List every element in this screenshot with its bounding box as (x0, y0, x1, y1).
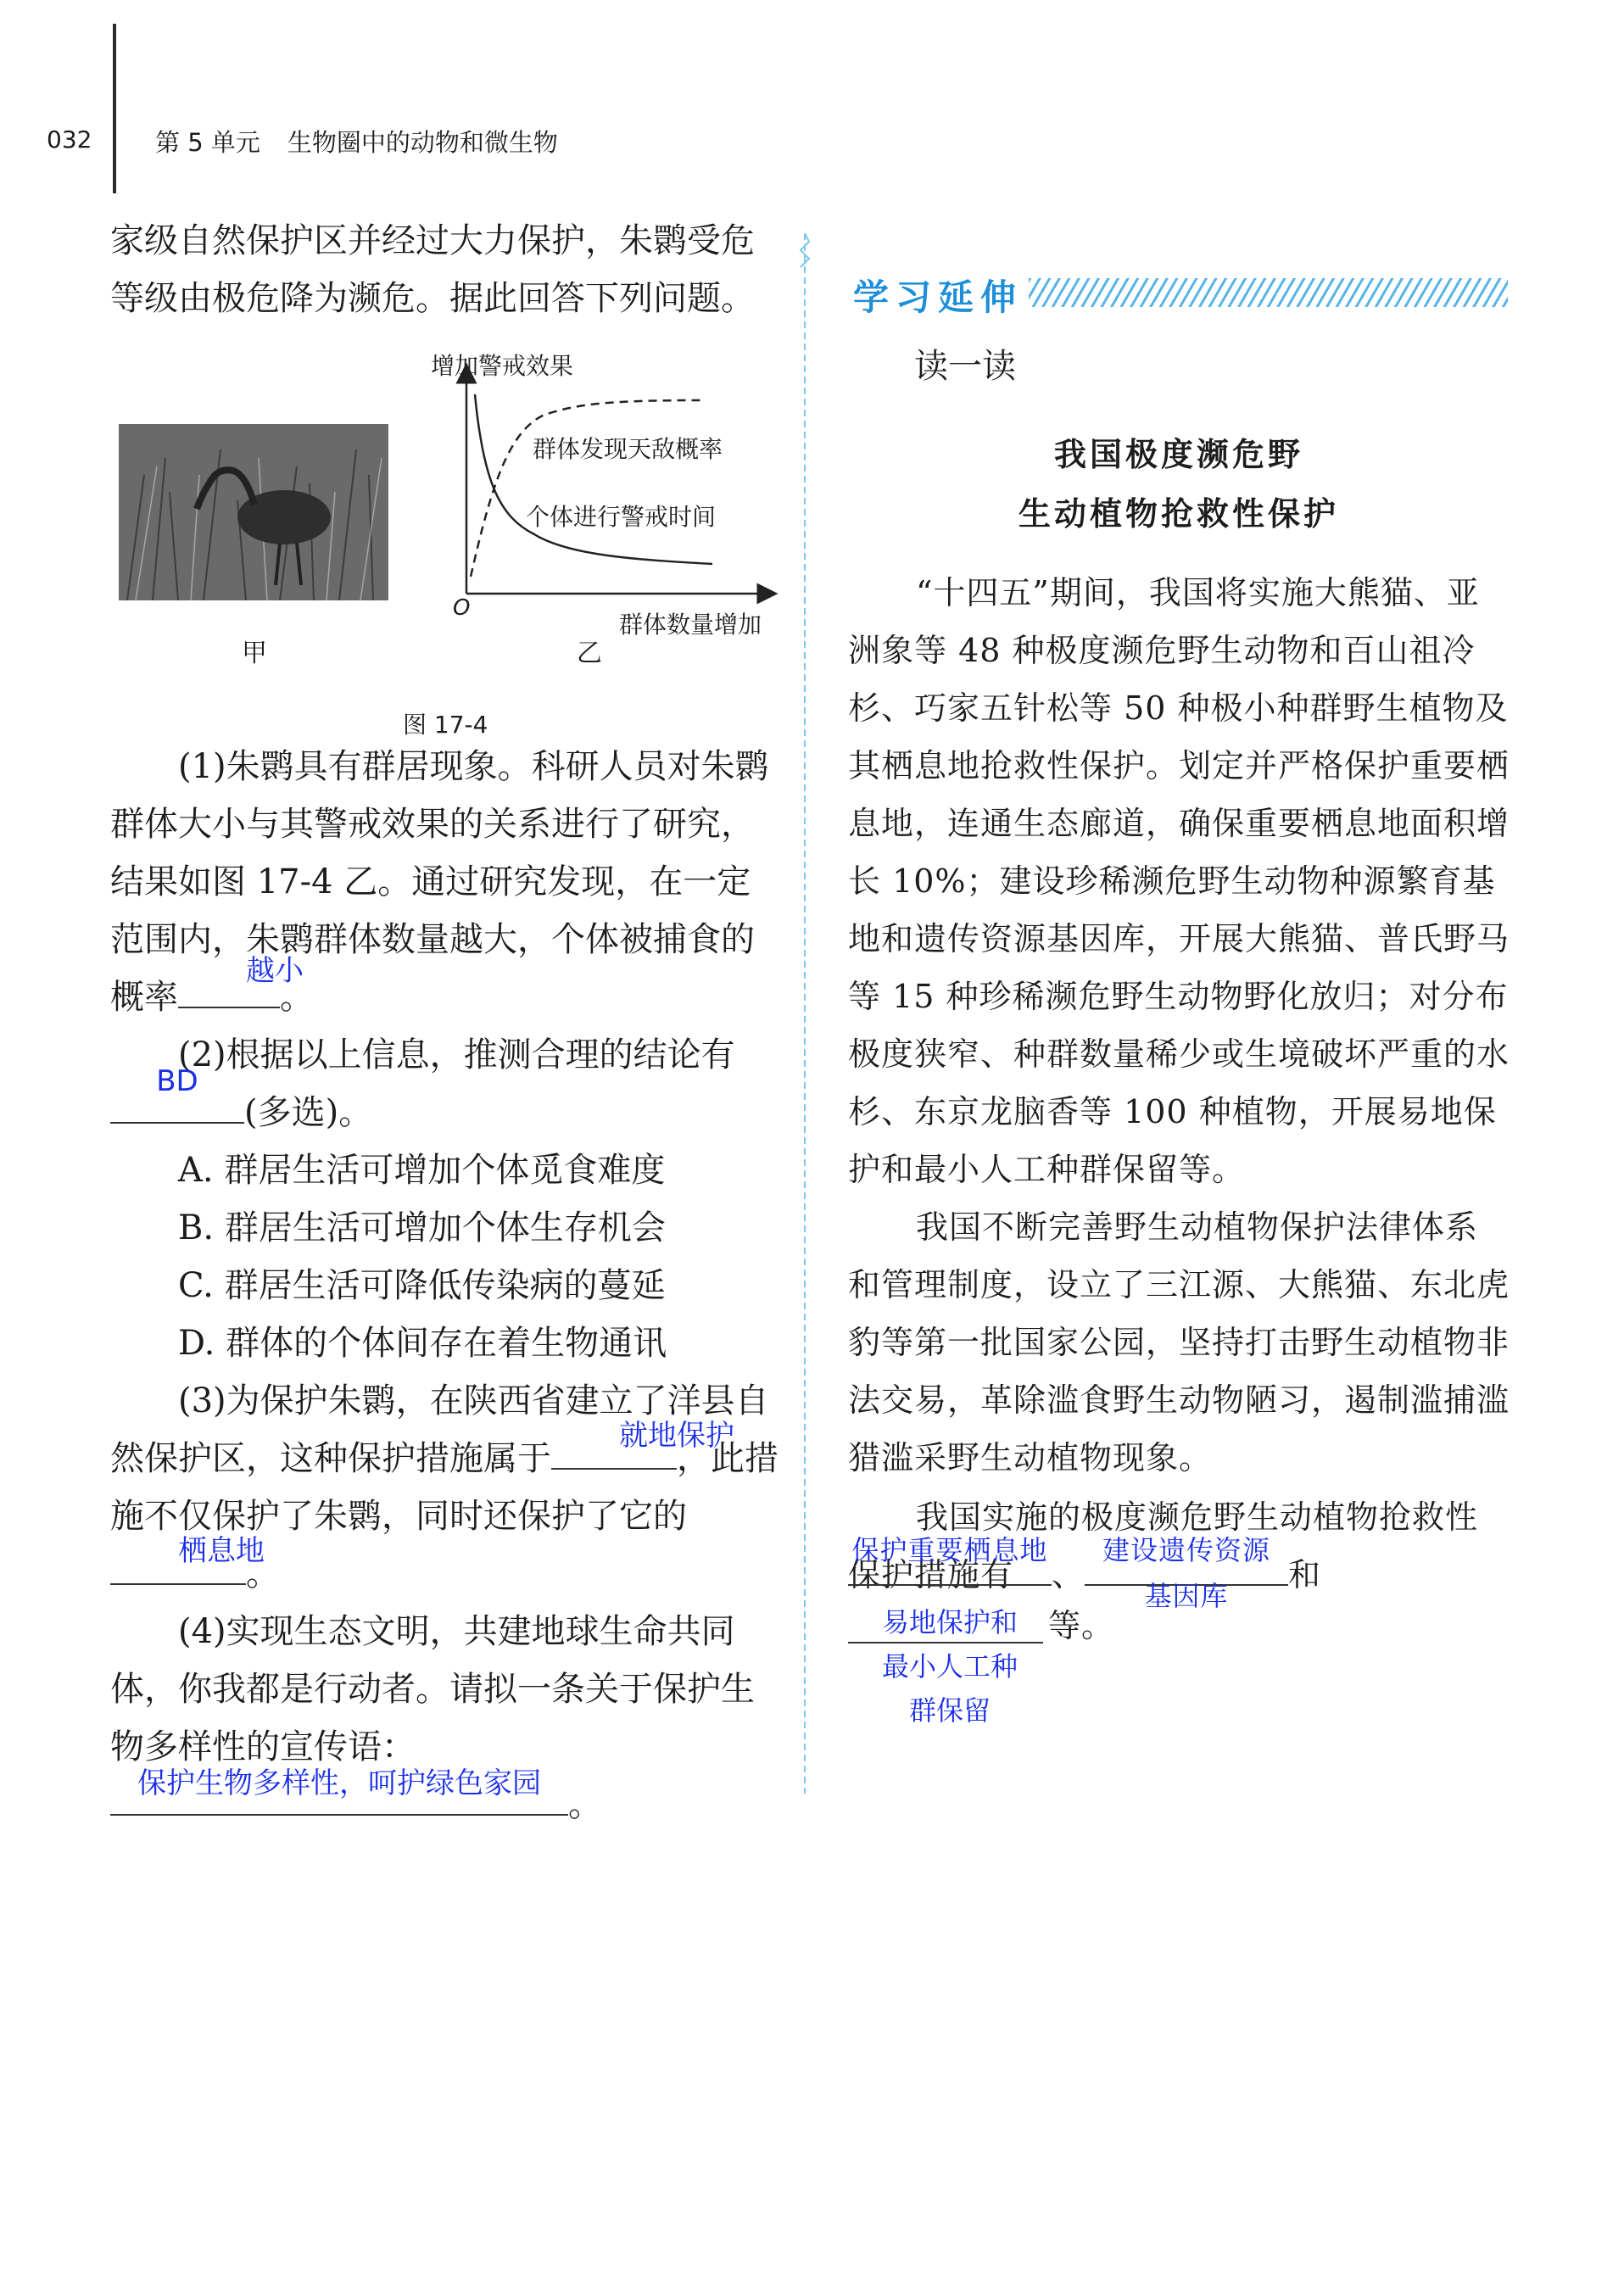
unit-title: 生物圈中的动物和微生物 (287, 128, 558, 157)
unit-label: 第 5 单元 (155, 128, 260, 157)
q3-blank-1 (551, 1419, 734, 1470)
option-c: C. 群居生活可降低传染病的蔓延 (178, 1266, 666, 1305)
article-question-answers: 保护重要栖息地 、 建设遗传资源 基因库 和 (848, 1546, 1518, 1604)
page-number: 032 (47, 126, 92, 153)
ibis-photo-graphic (119, 424, 388, 600)
question-4: (4)实现生态文明，共建地球生命共同体，你我都是行动者。请拟一条关于保护生物多样性的宣传语： (110, 1612, 755, 1766)
answer-2-line2: 基因库 (1144, 1580, 1229, 1612)
article-title-line2: 生动植物抢救性保护 (1018, 495, 1339, 533)
article-question-text: 我国实施的极度濒危野生动植物抢救性保护措施有 (848, 1498, 1479, 1593)
q4-blank (110, 1766, 568, 1816)
curve2-label: 个体进行警戒时间 (526, 503, 717, 531)
question-2-answer-line: BD (多选)。 (110, 1084, 780, 1141)
answer-2-line1: 建设遗传资源 (1102, 1534, 1271, 1566)
header-divider (113, 24, 116, 193)
column-divider (799, 233, 811, 1794)
answer-3-line1: 易地保护和 (881, 1606, 1018, 1638)
answer-1-blank (848, 1534, 1052, 1586)
q2-answer: BD (156, 1064, 198, 1098)
intro-paragraph: 家级自然保护区并经过大力保护，朱鹮受危等级由极危降为濒危。据此回答下列问题。 (110, 221, 755, 318)
curve-detection-probability (471, 400, 704, 577)
answer-3-underline (848, 1642, 1043, 1643)
q3-blank-2 (110, 1534, 265, 1585)
unit-header (155, 124, 558, 159)
answer-3-block (848, 1601, 1052, 1754)
q1-answer: 越小 (246, 954, 304, 988)
figure-caption: 图 17-4 (403, 711, 488, 739)
question-4-answer-line: 保护生物多样性，呵护绿色家园 。 (110, 1776, 780, 1833)
x-axis-label: 群体数量增加 (619, 611, 762, 639)
q3-answer-1: 就地保护 (619, 1419, 734, 1453)
y-axis-label: 增加警戒效果 (431, 352, 574, 380)
section-title: 学习延伸 (853, 276, 1024, 318)
answer-3-line3: 群保留 (908, 1694, 991, 1727)
question-1: (1)朱鹮具有群居现象。科研人员对朱鹮群体大小与其警戒效果的关系进行了研究，结果如图 17-4 乙。通过研究发现，在一定范围内，朱鹮群体数量越大，个体被捕食的概率 越小 。 (110, 747, 769, 1017)
chart-label: 乙 (577, 639, 602, 668)
q2-blank (110, 1064, 244, 1124)
option-b: B. 群居生活可增加个体生存机会 (178, 1208, 666, 1247)
article-para-1: “十四五”期间，我国将实施大熊猫、亚洲象等 48 种极度濒危野生动物和百山祖冷杉、巧家五针松等 50 种极小种群野生植物及其栖息地抢救性保护。划定并严格保护重要栖息地，连通生态廊道，确保重要栖息地面积增长 10%；建设珍稀濒危野生动物种源繁育基地和遗传资源基因库，开展大熊猫、普氏野马等 15 种珍稀濒危野生动物野化放归；对分布极度狭窄、种群数量稀少或生境破坏严重的水杉、东京龙脑香等 100 种植物，开展易地保护和最小人工种群保留等。 (848, 574, 1510, 1188)
ibis-photo (119, 424, 388, 600)
column-divider-graphic (799, 233, 811, 1794)
answer-1: 保护重要栖息地 (851, 1534, 1048, 1566)
article-title-line1: 我国极度濒危野 (1053, 436, 1303, 473)
option-a: A. 群居生活可增加个体觅食难度 (178, 1151, 666, 1190)
q4-answer: 保护生物多样性，呵护绿色家园 (137, 1766, 541, 1800)
read-label: 读一读 (914, 347, 1016, 386)
answer-3-line2: 最小人工种 (881, 1650, 1018, 1683)
question-2: (2)根据以上信息，推测合理的结论有 (178, 1035, 735, 1074)
section-title-hatch (1029, 278, 1508, 307)
answer-2-blank (1085, 1534, 1288, 1612)
article-para-2: 我国不断完善野生动植物保护法律体系和管理制度，设立了三江源、大熊猫、东北虎豹等第一批国家公园，坚持打击野生动植物非法交易，革除滥食野生动物陋习，遏制滥捕滥猎滥采野生动植物现象。 (848, 1208, 1510, 1476)
article-body (848, 564, 1510, 1487)
q1-blank (178, 954, 304, 1008)
photo-label: 甲 (242, 639, 267, 668)
article-question-end: 等。 (1048, 1607, 1115, 1644)
question-3: (3)为保护朱鹮，在陕西省建立了洋县自然保护区，这种保护措施属于 就地保护 ，此措施不仅保护了朱鹮，同时还保护了它的 栖息地 。 (110, 1381, 779, 1593)
curve-vigilance-time (475, 394, 712, 564)
origin-label: O (453, 595, 471, 621)
q3-answer-2: 栖息地 (178, 1534, 265, 1568)
questions (110, 738, 780, 1833)
vigilance-chart (424, 348, 780, 661)
curve1-label: 群体发现天敌概率 (533, 435, 723, 463)
option-d: D. 群体的个体间存在着生物通讯 (178, 1324, 667, 1363)
